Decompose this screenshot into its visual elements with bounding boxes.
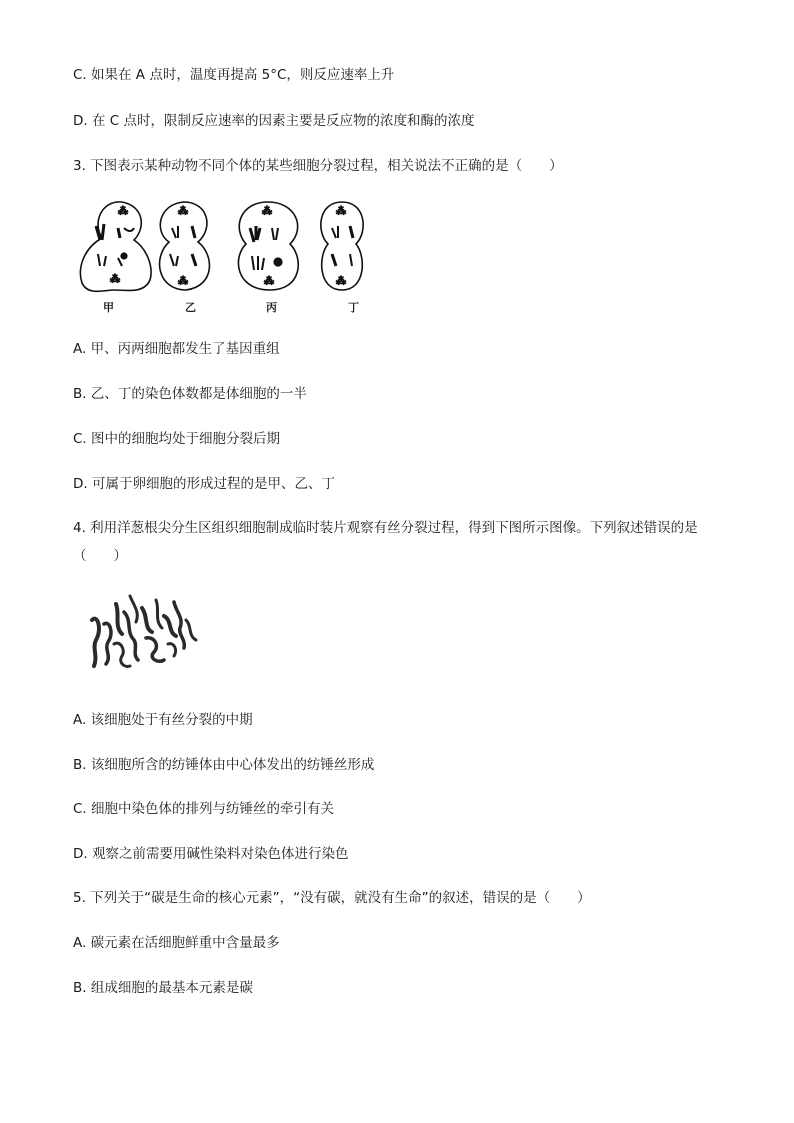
q4-option-c: C. 细胞中染色体的排列与纺锤丝的牵引有关 bbox=[73, 801, 335, 817]
svg-text:⁂: ⁂ bbox=[264, 276, 274, 287]
q4-option-b: B. 该细胞所含的纺锤体由中心体发出的纺锤丝形成 bbox=[73, 757, 375, 773]
q4-stem-line1: 4. 利用洋葱根尖分生区组织细胞制成临时装片观察有丝分裂过程，得到下图所示图像。下列叙述错误的是 bbox=[73, 520, 698, 536]
figure-label-jia: 甲 bbox=[103, 301, 114, 314]
q5-stem: 5. 下列关于“碳是生命的核心元素”，“没有碳，就没有生命”的叙述，错误的是（ ） bbox=[73, 890, 591, 906]
figure-label-yi: 乙 bbox=[185, 301, 196, 314]
svg-text:⁂: ⁂ bbox=[118, 206, 128, 217]
q3-option-d: D. 可属于卵细胞的形成过程的是甲、乙、丁 bbox=[73, 476, 335, 492]
q4-option-a: A. 该细胞处于有丝分裂的中期 bbox=[73, 712, 253, 728]
q5-option-b: B. 组成细胞的最基本元素是碳 bbox=[73, 980, 253, 996]
q5-option-a: A. 碳元素在活细胞鲜重中含量最多 bbox=[73, 935, 280, 951]
svg-text:⁂: ⁂ bbox=[178, 276, 188, 287]
q4-option-d: D. 观察之前需要用碱性染料对染色体进行染色 bbox=[73, 846, 349, 862]
svg-text:⁂: ⁂ bbox=[262, 206, 272, 217]
q2-option-c: C. 如果在 A 点时，温度再提高 5°C，则反应速率上升 bbox=[73, 67, 395, 83]
cell-division-figure bbox=[74, 198, 374, 316]
svg-text:⁂: ⁂ bbox=[178, 206, 188, 217]
q3-option-c: C. 图中的细胞均处于细胞分裂后期 bbox=[73, 431, 281, 447]
q4-stem-line2: （ ） bbox=[73, 548, 127, 564]
svg-text:⁂: ⁂ bbox=[336, 276, 346, 287]
chromosome-micrograph bbox=[84, 590, 202, 672]
q3-stem: 3. 下图表示某种动物不同个体的某些细胞分裂过程，相关说法不正确的是（ ） bbox=[73, 158, 563, 174]
q2-option-d: D. 在 C 点时，限制反应速率的因素主要是反应物的浓度和酶的浓度 bbox=[73, 113, 475, 129]
figure-label-bing: 丙 bbox=[266, 301, 277, 314]
figure-label-ding: 丁 bbox=[348, 301, 359, 314]
svg-text:⁂: ⁂ bbox=[336, 206, 346, 217]
q3-option-b: B. 乙、丁的染色体数都是体细胞的一半 bbox=[73, 386, 307, 402]
q3-option-a: A. 甲、丙两细胞都发生了基因重组 bbox=[73, 341, 280, 357]
svg-text:⁂: ⁂ bbox=[110, 274, 120, 285]
